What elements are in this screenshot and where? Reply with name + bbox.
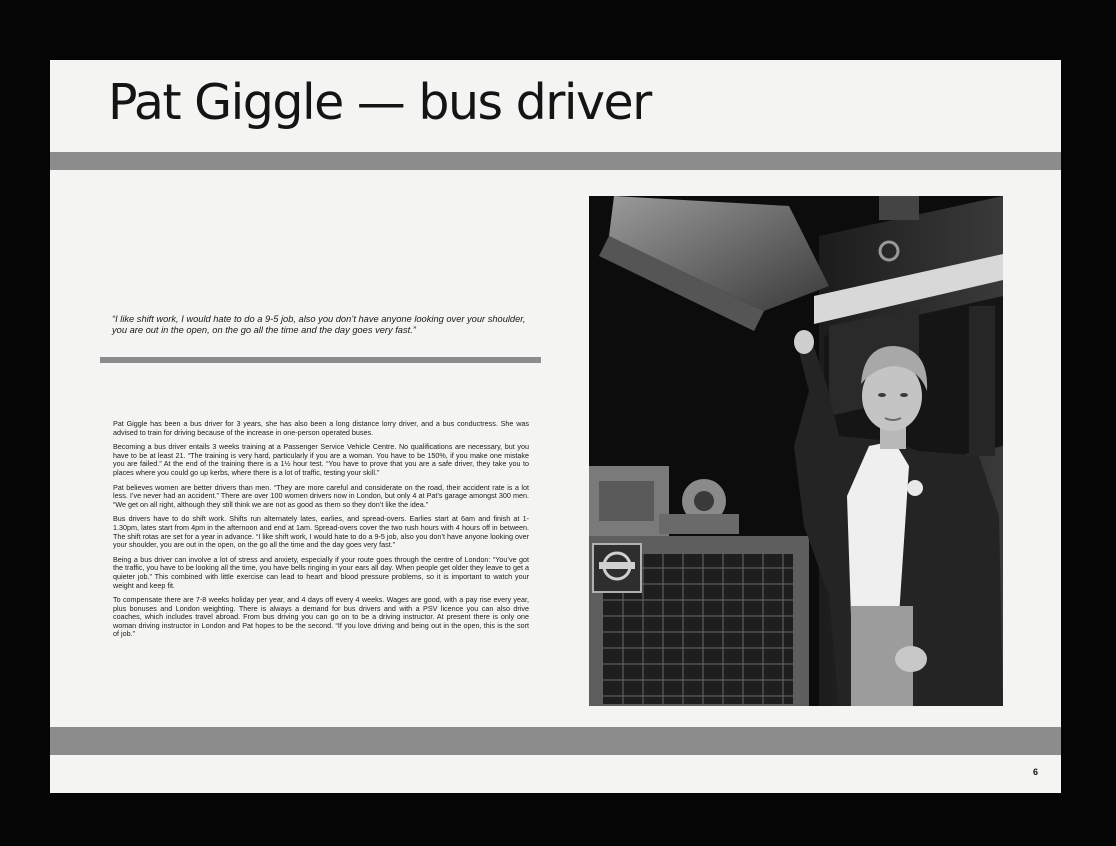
brochure-page (50, 60, 1061, 793)
body-paragraph: To compensate there are 7-8 weeks holiday per year, and 4 days off every 4 weeks. Wages are good, with a pay rise every year, plus bonuses and London weighting. There is always a demand for bus drivers and with a PSV licence you can also drive coaches, which includes travel abroad. From bus driving you can go on to be a driving instructor. At present there is only one woman driving instructor in London and Pat hopes to be the second. “If you love driving and being out in the open, this is the sort of job.” (113, 595, 529, 639)
body-paragraph: Becoming a bus driver entails 3 weeks training at a Passenger Service Vehicle Centre. No qualifications are necessary, but you have to be at least 21. “The training is very hard, particularly if you are a woman. You have to be 150%, if you make one mistake you are failed.” At the end of the training there is a 1½ hour test. “You have to prove that you are a safe driver, they take you to places where you could go up kerbs, where there is a lot of traffic, testing your skill.” (113, 442, 529, 477)
body-paragraph: Pat Giggle has been a bus driver for 3 years, she has also been a long distance lorry driver, and a bus conductress. She was advised to train for driving because of the increase in one-person operated buses. (113, 419, 529, 437)
page-title: Pat Giggle — bus driver (108, 74, 651, 131)
pull-quote: “I like shift work, I would hate to do a 9-5 job, also you don’t have anyone looking over your shoulder, you are out in the open, on the go all the time and the day goes very fast.” (112, 314, 526, 335)
quote-divider (100, 357, 541, 363)
body-paragraph: Bus drivers have to do shift work. Shifts run alternately lates, earlies, and spread-overs. Earlies start at 6am and finish at 1-1.30pm, lates start from 4pm in the afternoon and end at 1am. Spread-overs cover the two rush hours with 4 hours off in between. The shift rotas are set for a year in advance. “I like shift work, I would hate to do a 9-5 job, also you don’t have anyone looking over your shoulder, you are out in the open, on the go all the time and the day goes very fast.” (113, 514, 529, 550)
page-number: 6 (1033, 767, 1039, 777)
body-paragraph: Being a bus driver can involve a lot of stress and anxiety, especially if your route goes through the centre of London: “You’ve got the traffic, you have to be looking all the time, you have bells ringing in your ears all day. When people get older they leave to get a quieter job.” This combined with little exercise can lead to heart and blood pressure problems, so it is important to watch your weight and keep fit. (113, 554, 529, 590)
body-paragraph: Pat believes women are better drivers than men. “They are more careful and considerate on the road, their accident rate is a lot less. I’ve never had an accident.” There are over 100 women drivers now in London, but only 4 at Pat’s garage amongst 300 men. “We get on all right, although they still think we are not as good as them so they don’t like the idea.” (113, 482, 529, 509)
driver-photo (589, 196, 1003, 706)
article-body (113, 420, 529, 645)
top-grey-band (50, 152, 1061, 170)
bottom-grey-band (50, 727, 1061, 755)
